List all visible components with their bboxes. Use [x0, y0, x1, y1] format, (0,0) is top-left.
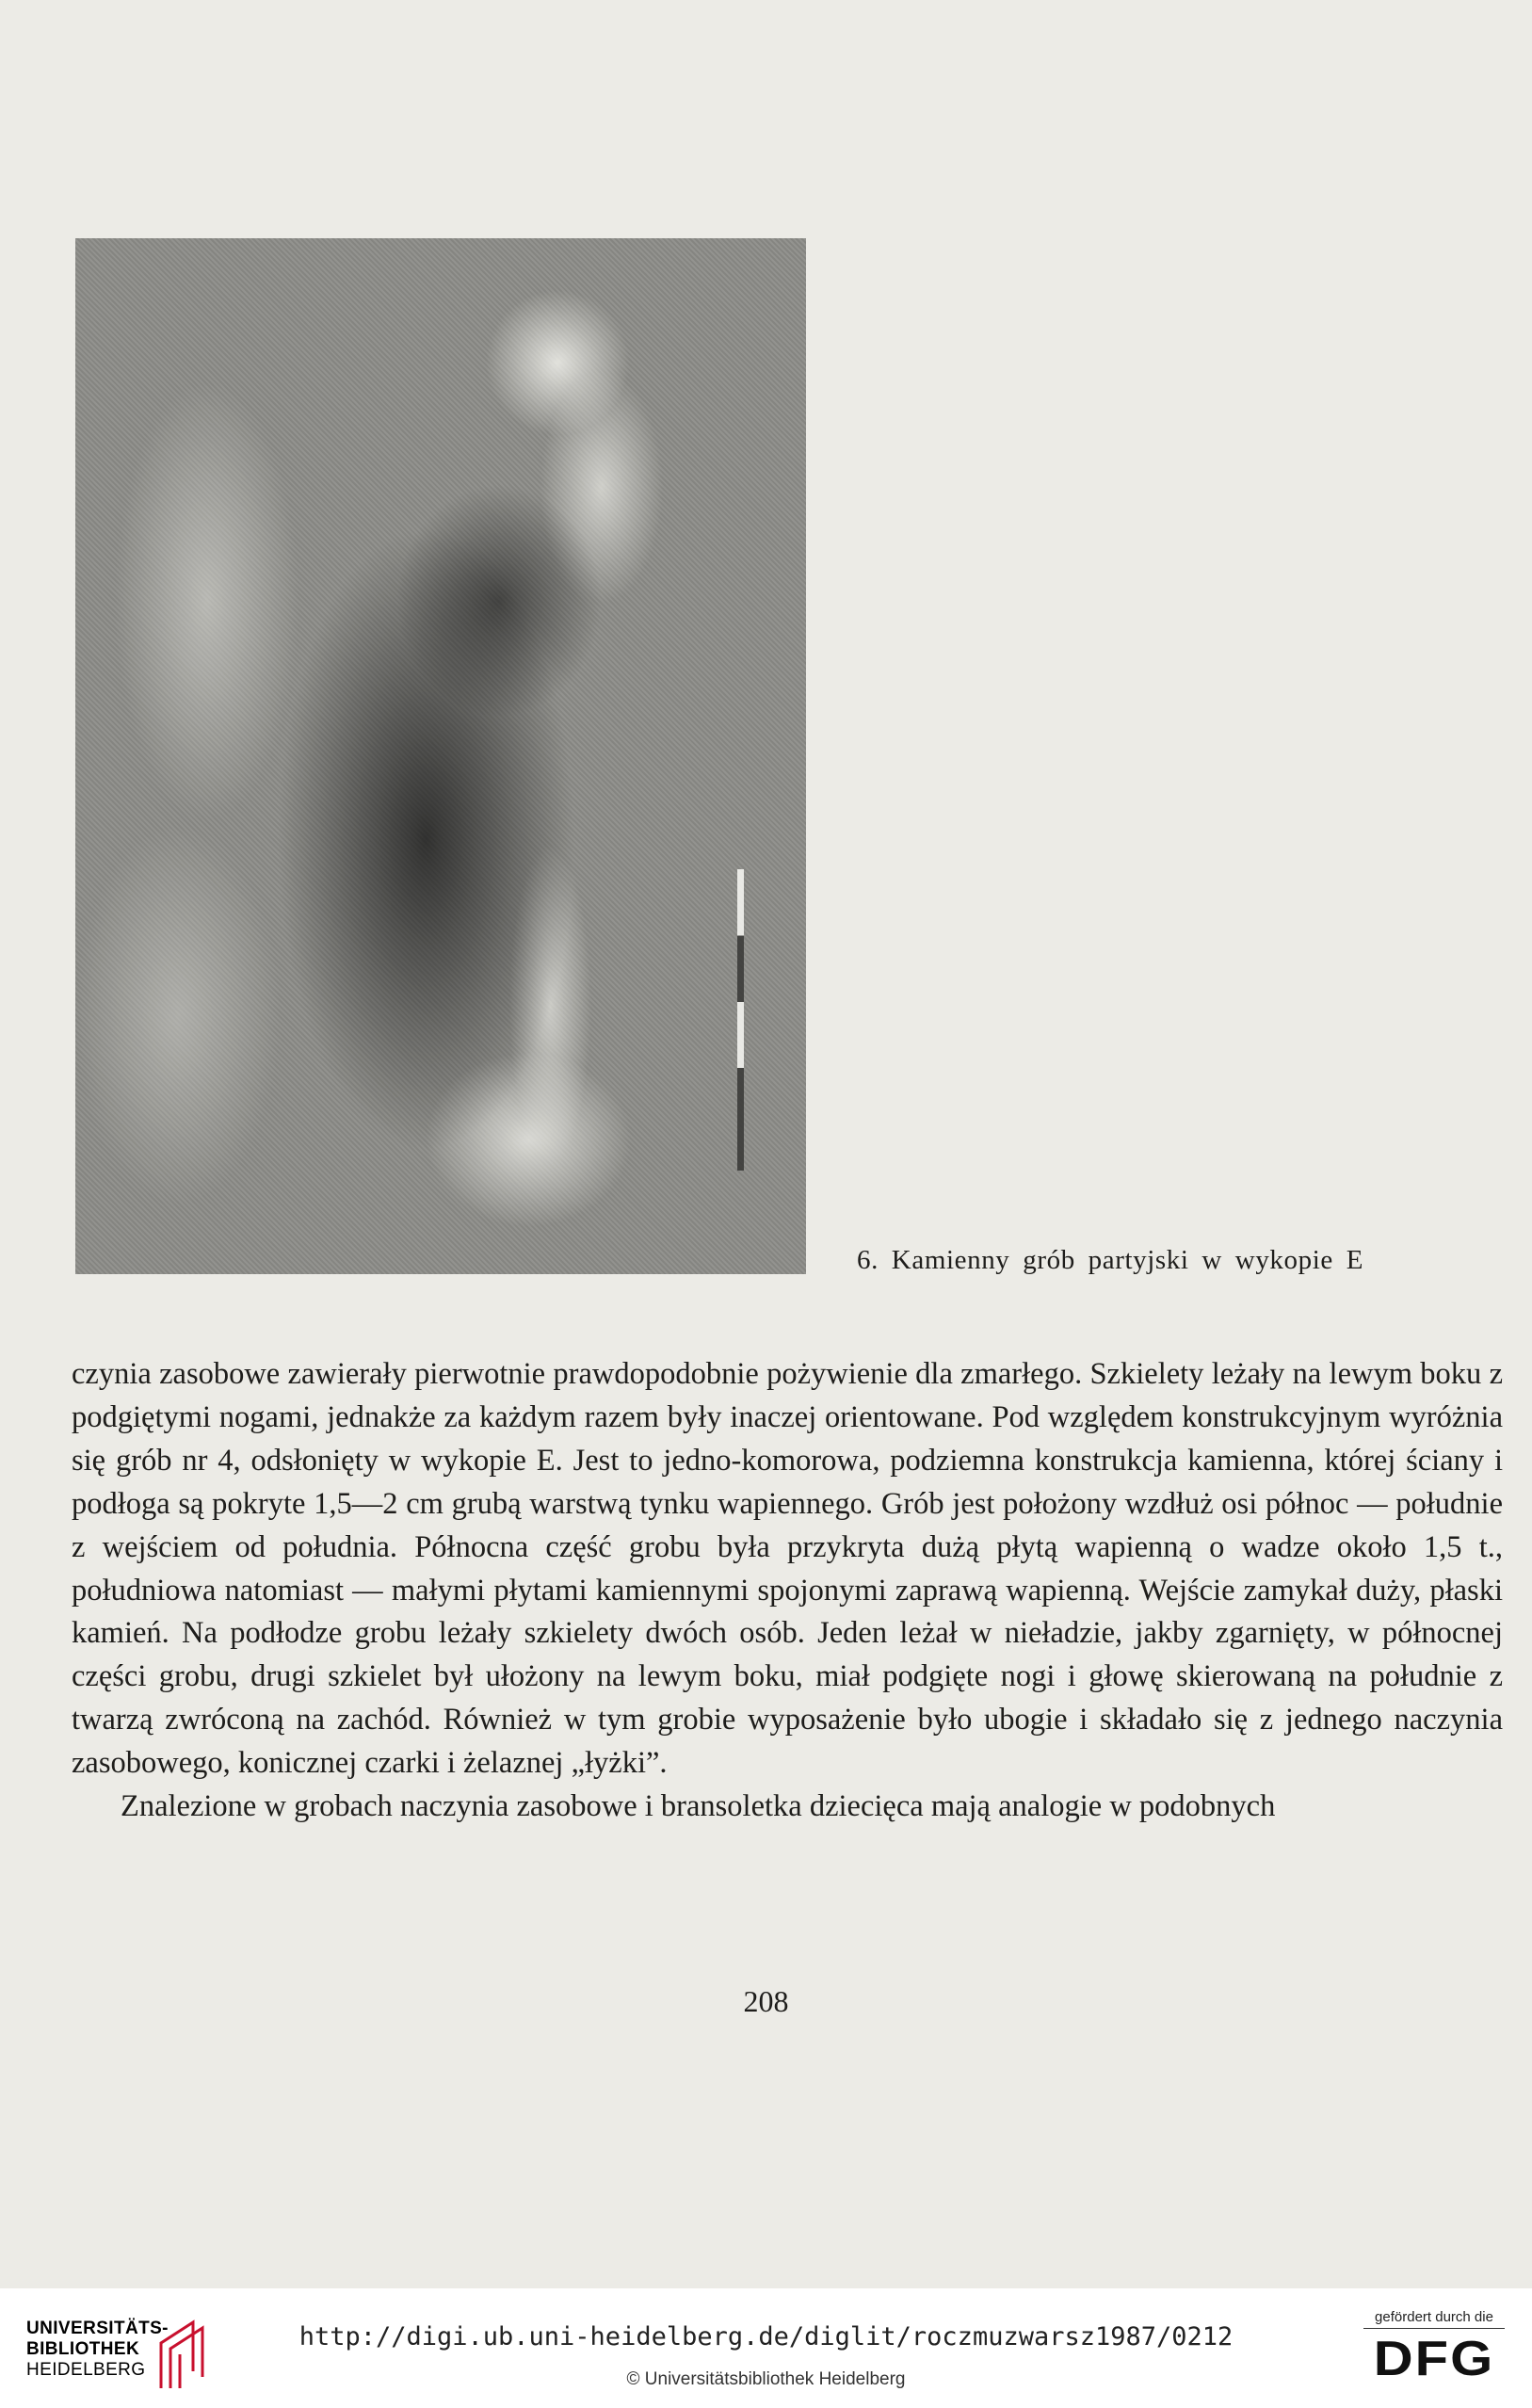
funded-by-label: gefördert durch die: [1363, 2309, 1505, 2329]
footer: [0, 2288, 1532, 2408]
paragraph: Znalezione w grobach naczynia zasobowe i bransoletka dziecięca mają analogie w podobnych: [121, 1789, 1276, 1824]
grave-photograph: [75, 238, 806, 1274]
measuring-rod: [737, 869, 744, 1171]
library-name-line: HEIDELBERG: [26, 2360, 146, 2380]
page-number: 208: [743, 1984, 789, 2018]
library-name-line: BIBLIOTHEK: [26, 2339, 140, 2359]
paragraph: czynia zasobowe zawierały pierwotnie prawdopodobnie pożywienie dla zmarłego. Szkielety leżały na lewym boku z podgiętymi nogami, jednakże za każdym razem były inaczej orientowane. Pod względem konstrukcyjnym wyróżnia się grób nr 4, odsłonięty w wykopie E. Jest to jedno-komorowa, podziemna konstrukcja kamienna, której ściany i podłoga są pokryte 1,5—2 cm grubą warstwą tynku wapiennego. Grób jest położony wzdłuż osi północ — południe z wejściem od południa. Północna część grobu była przykryta dużą płytą wapienną o wadze około 1,5 t., południowa natomiast — małymi płytami kamiennymi spojonymi zaprawą wapienną. Wejście zamykał duży, płaski kamień. Na podłodze grobu leżały szkielety dwóch osób. Jeden leżał w nieładzie, jakby zgarnięty, w północnej części grobu, drugi szkielet był ułożony na lewym boku, miał podgięte nogi i głowę skierowaną na południe z twarzą zwróconą na zachód. Również w tym grobie wyposażenie było ubogie i składało się z jednego naczynia zasobowego, konicznej czarki i żelaznej „łyżki”.: [72, 1357, 1503, 1781]
body-text: [72, 1353, 1503, 1829]
figure-caption: 6. Kamienny grób partyjski w wykopie E: [857, 1245, 1364, 1275]
dfg-wordmark: DFG: [1373, 2331, 1495, 2386]
dfg-logo[interactable]: [1363, 2309, 1514, 2389]
source-url-link[interactable]: http://digi.ub.uni-heidelberg.de/diglit/roczmuzwarsz1987/0212: [298, 2322, 1234, 2351]
copyright-notice: © Universitätsbibliothek Heidelberg: [626, 2369, 906, 2389]
library-name-line: UNIVERSITÄTS-: [26, 2319, 169, 2338]
